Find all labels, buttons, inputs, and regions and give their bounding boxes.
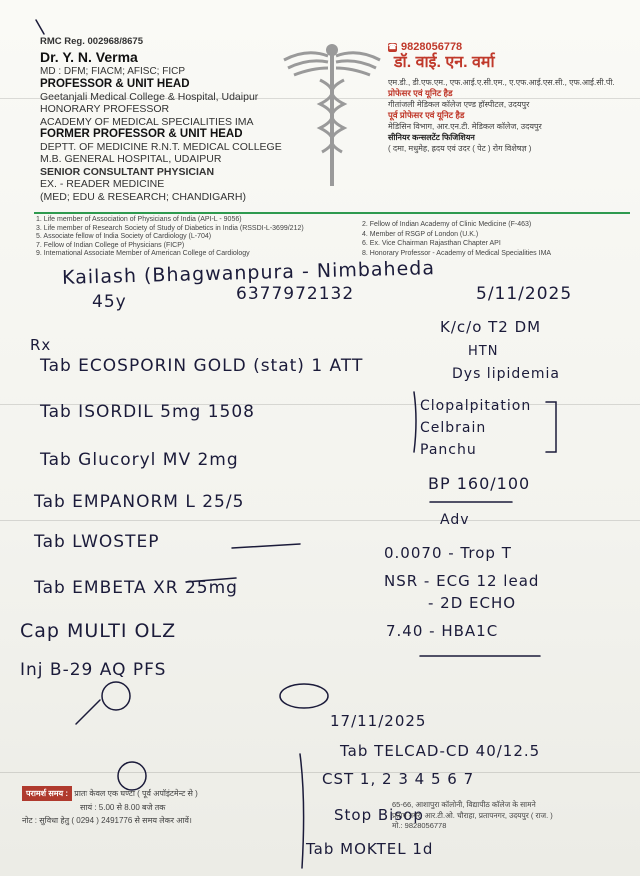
consultant-hindi: सीनियर कन्सलटेंट फिजिशियन <box>388 133 475 142</box>
med-line: Tab ECOSPORIN GOLD (stat) 1 ATT <box>40 356 364 376</box>
affiliations-left: 1. Life member of Association of Physicians of India (API-L - 9056) 3. Life member of Research Society of Study of Diabetics in India (RSSDI-L-3699/212) 5. Associate fellow of India Society of Cardiology (L-704) 7. Fellow of Indian College of Physicians (FICP) 9. International Associate Member of American College of Cardiology <box>36 216 304 258</box>
specialty-hindi: ( दमा, मधुमेह, ह्रदय एवं उदर ( पेट ) रोग विशेषज्ञ ) <box>388 144 532 153</box>
department: DEPTT. OF MEDICINE R.N.T. MEDICAL COLLEGE <box>40 140 282 153</box>
med-line: Inj B-29 AQ PFS <box>20 660 167 680</box>
tick-mark <box>76 700 100 724</box>
follow-up-med: Tab MOKTEL 1d <box>306 840 434 858</box>
dash-mark <box>232 544 300 548</box>
med-line: Tab Glucoryl MV 2mg <box>40 450 239 470</box>
investigation-note: - 2D ECHO <box>428 594 517 612</box>
academy-name: ACADEMY OF MEDICAL SPECIALITIES IMA <box>40 115 254 128</box>
visit-date: 5/11/2025 <box>476 284 573 304</box>
dash-mark <box>186 578 236 582</box>
college-name: Geetanjali Medical College & Hospital, Udaipur <box>40 90 259 103</box>
appointment-note: नोट : सुविधा हेतु ( 0294 ) 2491776 से समय लेकर आवें। <box>22 816 192 825</box>
patient-age: 45y <box>92 292 127 312</box>
hospital: M.B. GENERAL HOSPITAL, UDAIPUR <box>40 153 222 165</box>
follow-up-date: 17/11/2025 <box>330 712 427 730</box>
timing-evening: सायं : 5.00 से 8.00 बजे तक <box>80 803 166 812</box>
consultation-footer <box>22 786 322 827</box>
complaint-note: Celbrain <box>420 420 487 436</box>
degrees-hindi: एम.डी., डी.एफ.एम., एफ.आई.ए.सी.एम., ए.एफ.आई.एस.सी., एफ.आई.सी.पी. <box>388 78 615 87</box>
title-consultant: SENIOR CONSULTANT PHYSICIAN <box>40 165 215 178</box>
timing-label: परामर्श समय : <box>22 786 72 801</box>
doctor-name: Dr. Y. N. Verma <box>40 48 138 65</box>
med-line: Tab EMBETA XR 25mg <box>34 578 238 598</box>
timing-morning: प्रातः केवल एक घण्टा ( पूर्व अपॉइंटमेन्ट से ) <box>74 789 198 798</box>
investigation-note: 7.40 - HBA1C <box>386 622 499 640</box>
dept-hindi: मेडिसिन विभाग, आर.एन.टी. मेडिकल कॉलेज, उदयपुर <box>388 122 542 131</box>
investigation-note: 0.0070 - Trop T <box>384 544 512 562</box>
circle-mark <box>102 682 130 710</box>
cst-note: CST 1, 2 3 4 5 6 7 <box>322 770 475 788</box>
rx-symbol: Rx <box>30 336 52 354</box>
clinic-phone: ☎ 9828056778 <box>388 41 463 53</box>
med-line: Tab EMPANORM L 25/5 <box>34 492 245 512</box>
doctor-name-hindi: डॉ. वाई. एन. वर्मा <box>394 54 495 71</box>
investigation-note: NSR - ECG 12 lead <box>384 572 540 590</box>
patient-name: Kailash (Bhagwanpura - Nimbaheda <box>61 257 436 289</box>
diagnosis-note: Dys lipidemia <box>452 366 560 382</box>
complaint-note: Clopalpitation <box>420 398 532 414</box>
bracket-mark <box>414 392 416 452</box>
ex-reader: EX. - READER MEDICINE <box>40 178 165 190</box>
bp-reading: BP 160/100 <box>428 474 531 493</box>
tick-mark <box>36 20 44 34</box>
former-title-hindi: पूर्व प्रोफेसर एवं यूनिट हैड <box>388 110 465 120</box>
diagnosis-note: K/c/o T2 DM <box>440 318 542 336</box>
complaint-note: Panchu <box>420 442 477 458</box>
follow-up-med: Tab TELCAD-CD 40/12.5 <box>340 742 541 760</box>
doctor-degrees: MD : DFM; FIACM; AFISC; FICP <box>40 65 185 77</box>
honorary-professor: HONORARY PROFESSOR <box>40 103 170 115</box>
rmc-number: RMC Reg. 002968/8675 <box>40 36 143 47</box>
med-line: Tab LWOSTEP <box>34 532 160 552</box>
bracket-mark <box>546 402 556 452</box>
pgi-chandigarh: (MED; EDU & RESEARCH; CHANDIGARH) <box>40 190 246 203</box>
title-professor: PROFESSOR & UNIT HEAD <box>40 78 190 90</box>
advice-label: Adv <box>440 512 470 528</box>
affiliations-right: 2. Fellow of Indian Academy of Clinic Medicine (F-463) 4. Member of RSGP of London (U.K.) 6. Ex. Vice Chairman Rajasthan Chapter API 8. Honorary Professor - Academy of Medical Specialities IMA <box>362 221 552 257</box>
diagnosis-note: HTN <box>468 344 499 359</box>
title-hindi: प्रोफेसर एवं यूनिट हैड <box>388 88 453 98</box>
title-former-professor: FORMER PROFESSOR & UNIT HEAD <box>40 128 243 140</box>
phone-icon: ☎ <box>388 44 397 51</box>
stop-note: Stop Bisop <box>334 806 424 824</box>
patient-phone: 6377972132 <box>236 284 355 304</box>
clinic-address: 65-66, आशापुरा कॉलोनी, विद्यापीठ कॉलेज के सामने प्रताप नगर, आर.टी.ओ. चौराहा, प्रतापनगर, उदयपुर ( राज. ) मो.: 9828056778 <box>392 800 553 830</box>
college-hindi: गीतांजली मेडिकल कॉलेज एण्ड हॉस्पीटल, उदयपुर <box>388 100 530 109</box>
med-line: Tab ISORDIL 5mg 1508 <box>40 402 255 422</box>
circle-mark <box>280 684 328 708</box>
med-line: Cap MULTI OLZ <box>20 620 177 642</box>
